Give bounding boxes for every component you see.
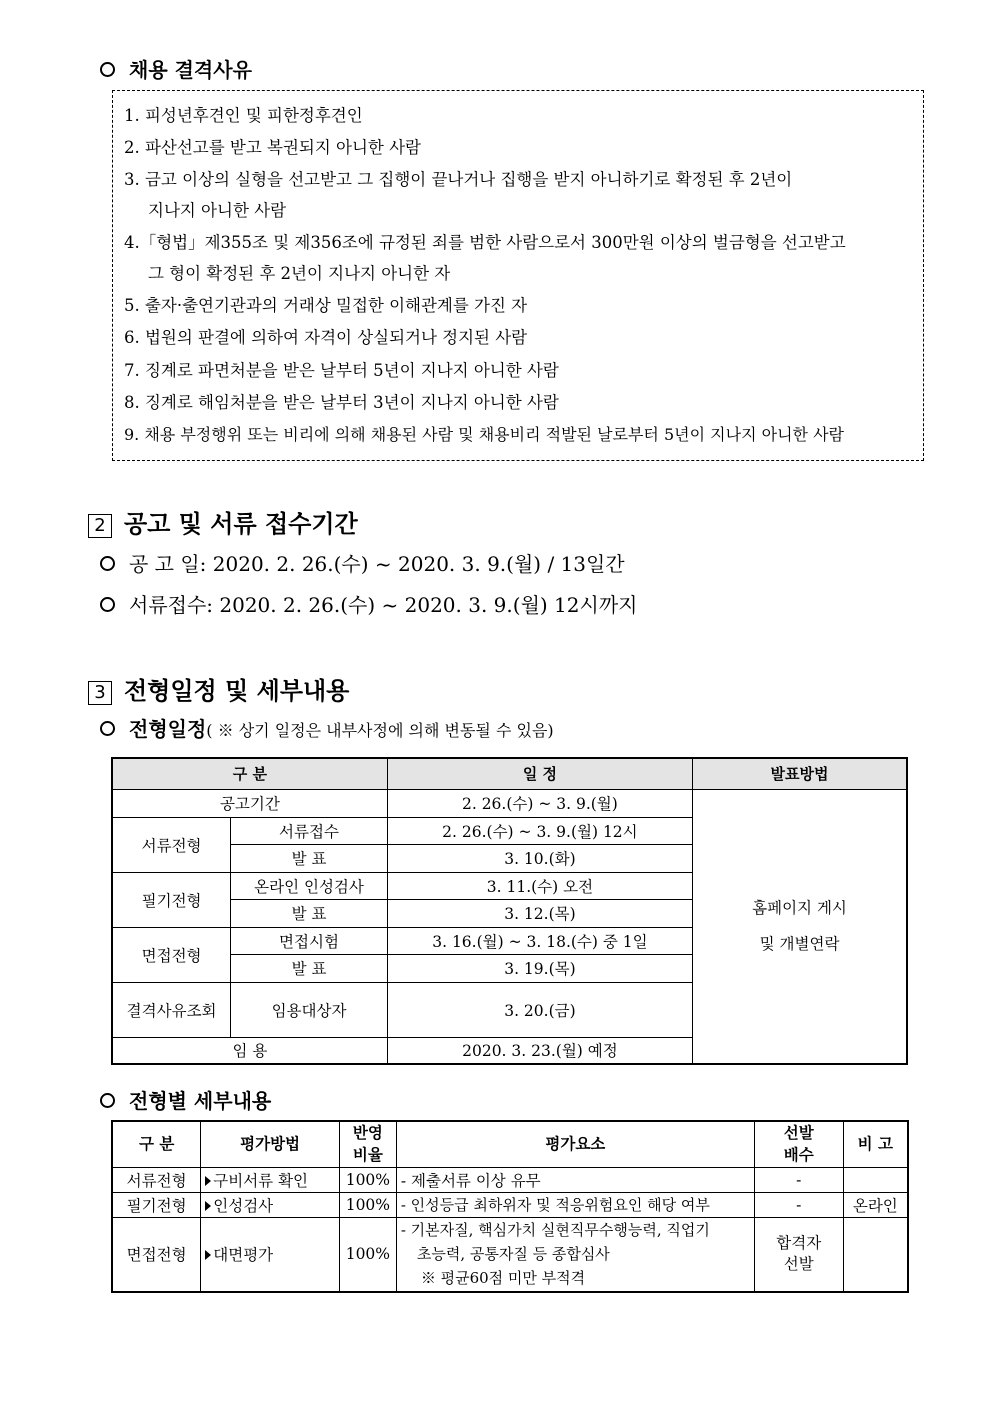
table-cell: 3. 11.(수) 오전 [387, 872, 692, 899]
header-selection: 선발 배수 [754, 1121, 843, 1167]
dq-item-3-cont: 지나지 아니한 사람 [148, 201, 287, 220]
section-title: 공고 및 서류 접수기간 [124, 510, 358, 538]
table-cell: 면접전형 [112, 1217, 201, 1292]
section-title: 전형일정 및 세부내용 [124, 677, 350, 705]
triangle-bullet-icon [205, 1176, 211, 1186]
table-cell: 온라인 인성검사 [231, 872, 388, 899]
table-cell [843, 1217, 908, 1292]
table-cell: 임용대상자 [231, 982, 388, 1037]
table-row [112, 1167, 908, 1192]
detail-heading: 전형별 세부내용 [100, 1085, 271, 1114]
section-2-heading [88, 504, 358, 540]
table-cell: 3. 16.(월) ~ 3. 18.(수) 중 1일 [387, 927, 692, 954]
dq-item-9: 9. 채용 부정행위 또는 비리에 의해 채용된 사람 및 채용비리 적발된 날로부터 5년이 지나지 아니한 사람 [124, 425, 844, 444]
table-cell: 공고기간 [112, 789, 387, 817]
table-cell: 3. 10.(화) [387, 844, 692, 872]
table-cell: 서류전형 [112, 1167, 201, 1192]
detail-table [111, 1120, 909, 1293]
section-number: 3 [88, 681, 112, 705]
table-cell: 대면평가 [201, 1217, 340, 1292]
schedule-table [111, 757, 908, 1065]
table-cell: 서류접수 [231, 817, 388, 844]
circle-bullet-icon [100, 1093, 115, 1108]
table-row [112, 1192, 908, 1217]
table-cell: 3. 12.(목) [387, 899, 692, 927]
notice-period: 공 고 일: 2020. 2. 26.(수) ~ 2020. 3. 9.(월) / 13일간 [100, 548, 625, 577]
table-cell: 100% [339, 1167, 396, 1192]
dq-item-4: 4.「형법」제355조 및 제356조에 규정된 죄를 범한 사람으로서 300만원 이상의 벌금형을 선고받고 [124, 233, 846, 252]
header-method: 발표방법 [693, 758, 907, 789]
dq-item-8: 8. 징계로 해임처분을 받은 날부터 3년이 지나지 아니한 사람 [124, 393, 559, 412]
dq-item-5: 5. 출자·출연기관과의 거래상 밀접한 이해관계를 가진 자 [124, 296, 528, 315]
table-cell: 온라인 [843, 1192, 908, 1217]
dq-item-3: 3. 금고 이상의 실형을 선고받고 그 집행이 끝나거나 집행을 받지 아니하기로 확정된 후 2년이 [124, 170, 793, 189]
dq-item-2: 2. 파산선고를 받고 복권되지 아니한 사람 [124, 138, 421, 157]
document-period: 서류접수: 2020. 2. 26.(수) ~ 2020. 3. 9.(월) 12시까지 [100, 589, 637, 618]
dq-item-4-cont: 그 형이 확정된 후 2년이 지나지 아니한 자 [148, 264, 451, 283]
table-cell: 합격자 선발 [754, 1217, 843, 1292]
table-cell: 면접전형 [112, 927, 231, 982]
table-cell: 2020. 3. 23.(월) 예정 [387, 1037, 692, 1064]
triangle-bullet-icon [205, 1250, 211, 1260]
dq-item-1: 1. 피성년후견인 및 피한정후견인 [124, 106, 363, 125]
table-cell: 인성검사 [201, 1192, 340, 1217]
dq-item-6: 6. 법원의 판결에 의하여 자격이 상실되거나 정지된 사람 [124, 328, 528, 347]
table-cell: 발 표 [231, 899, 388, 927]
table-cell: 발 표 [231, 844, 388, 872]
table-row [112, 1217, 908, 1292]
table-cell: 3. 20.(금) [387, 982, 692, 1037]
section-3-heading [88, 671, 349, 707]
circle-bullet-icon [100, 597, 115, 612]
table-cell: - [754, 1167, 843, 1192]
header-category: 구 분 [112, 1121, 201, 1167]
table-cell: 발 표 [231, 954, 388, 982]
circle-bullet-icon [100, 556, 115, 571]
header-remarks: 비 고 [843, 1121, 908, 1167]
schedule-heading: 전형일정( ※ 상기 일정은 내부사정에 의해 변동될 수 있음) [100, 713, 554, 742]
announcement-method: 홈페이지 게시 및 개별연락 [693, 789, 907, 1064]
header-ratio: 반영 비율 [339, 1121, 396, 1167]
circle-bullet-icon [100, 721, 115, 736]
section-number: 2 [88, 514, 112, 538]
table-cell: 필기전형 [112, 872, 231, 927]
table-cell: 2. 26.(수) ~ 3. 9.(월) 12시 [387, 817, 692, 844]
table-cell [843, 1167, 908, 1192]
table-cell: 필기전형 [112, 1192, 201, 1217]
header-eval-method: 평가방법 [201, 1121, 340, 1167]
header-eval-elements: 평가요소 [396, 1121, 754, 1167]
table-cell: 구비서류 확인 [201, 1167, 340, 1192]
table-cell: 임 용 [112, 1037, 387, 1064]
table-cell: 서류전형 [112, 817, 231, 872]
table-cell: - [754, 1192, 843, 1217]
table-cell: - 인성등급 최하위자 및 적응위험요인 해당 여부 [396, 1192, 754, 1217]
header-schedule: 일 정 [387, 758, 692, 789]
table-cell: 결격사유조회 [112, 982, 231, 1037]
table-cell: 2. 26.(수) ~ 3. 9.(월) [387, 789, 692, 817]
table-cell: - 제출서류 이상 유무 [396, 1167, 754, 1192]
table-cell: 100% [339, 1217, 396, 1292]
table-cell: - 기본자질, 핵심가치 실현직무수행능력, 직업기 초능력, 공통자질 등 종합심사 ※ 평균60점 미만 부적격 [396, 1217, 754, 1292]
table-cell: 100% [339, 1192, 396, 1217]
triangle-bullet-icon [205, 1201, 211, 1211]
header-category: 구 분 [112, 758, 387, 789]
table-cell: 면접시험 [231, 927, 388, 954]
circle-bullet-icon [100, 62, 115, 77]
table-cell: 3. 19.(목) [387, 954, 692, 982]
dq-item-7: 7. 징계로 파면처분을 받은 날부터 5년이 지나지 아니한 사람 [124, 361, 559, 380]
disqualification-heading: 채용 결격사유 [100, 54, 252, 83]
